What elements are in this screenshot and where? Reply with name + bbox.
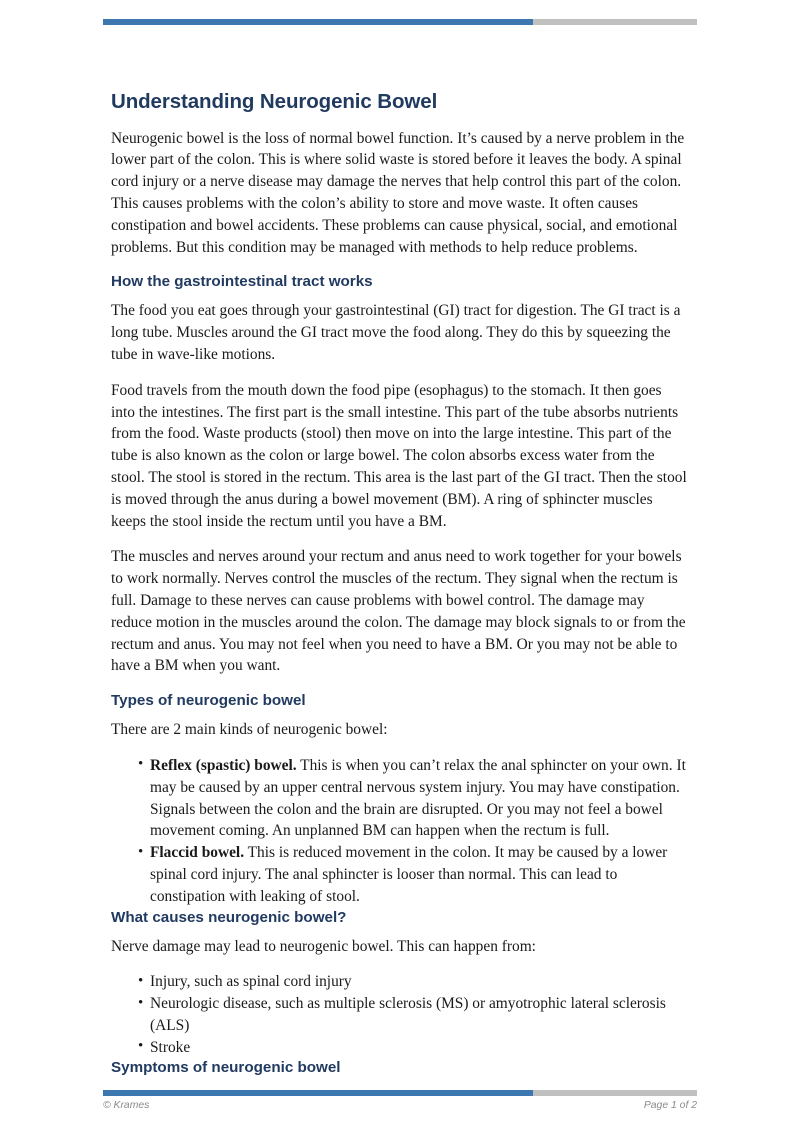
- list-item-text: This is reduced movement in the colon. It may be caused by a lower spinal cord injury. The anal sphincter is looser than normal. This can lead to constipation with leaking of stool.: [150, 844, 668, 905]
- footer-rule-blue-segment: [103, 1090, 533, 1096]
- list-item: [138, 842, 687, 907]
- gi-tract-paragraph-2: Food travels from the mouth down the food pipe (esophagus) to the stomach. It then goes into the intestines. The first part is the small intestine. This part of the tube absorbs nutrients from the food. Waste products (stool) then move on into the large intestine. This part of the tube is also known as the colon or large bowel. The colon absorbs excess water from the stool. The stool is stored in the rectum. This area is the last part of the GI tract. Then the stool is moved through the anus during a bowel movement (BM). A ring of sphincter muscles keeps the stool inside the rectum until you have a BM.: [111, 381, 687, 530]
- section-heading-causes: What causes neurogenic bowel?: [111, 908, 347, 926]
- page-footer: [103, 1100, 697, 1111]
- footer-copyright: © Krames: [103, 1100, 150, 1111]
- footer-rule-gray-segment: [533, 1090, 697, 1096]
- causes-bullet-list: [111, 971, 687, 1058]
- list-item-lead-in: Reflex (spastic) bowel.: [150, 756, 297, 774]
- document-content: [111, 90, 687, 1086]
- footer-rule-bar: [103, 1090, 697, 1096]
- list-item-lead-in: Flaccid bowel.: [150, 844, 245, 862]
- gi-tract-paragraph-1: The food you eat goes through your gastrointestinal (GI) tract for digestion. The GI tract is a long tube. Muscles around the GI tract move the food along. They do this by squeezing the tube in wave-like motions.: [111, 302, 681, 363]
- list-item: • Injury, such as spinal cord injury: [138, 971, 687, 993]
- types-bullet-list: [111, 755, 687, 908]
- page-title: Understanding Neurogenic Bowel: [111, 90, 438, 113]
- section-heading-symptoms: Symptoms of neurogenic bowel: [111, 1059, 341, 1077]
- header-rule-gray-segment: [533, 19, 697, 25]
- footer-page-number: Page 1 of 2: [643, 1100, 697, 1111]
- list-item: • Stroke: [138, 1037, 687, 1059]
- section-heading-types: Types of neurogenic bowel: [111, 692, 306, 710]
- header-rule-bar: [103, 19, 697, 25]
- list-item: [138, 755, 687, 842]
- list-item-text: This is when you can’t relax the anal sphincter on your own. It may be caused by an upper central nervous system injury. You may have constipation. Signals between the colon and the brain are disrupted. Or you may not feel a bowel movement coming. An unplanned BM can happen when the rectum is full.: [150, 756, 686, 840]
- types-intro-paragraph: There are 2 main kinds of neurogenic bowel:: [111, 721, 388, 739]
- section-heading-gi-tract: How the gastrointestinal tract works: [111, 273, 373, 291]
- list-item: • Neurologic disease, such as multiple sclerosis (MS) or amyotrophic lateral sclerosis (ALS): [138, 993, 687, 1037]
- causes-intro-paragraph: Nerve damage may lead to neurogenic bowel. This can happen from:: [111, 937, 536, 955]
- gi-tract-paragraph-3: The muscles and nerves around your rectum and anus need to work together for your bowels to work normally. Nerves control the muscles of the rectum. They signal when the rectum is full. Damage to these nerves can cause problems with bowel control. The damage may reduce motion in the muscles around the colon. The damage may block signals to or from the rectum and anus. You may not feel when you need to have a BM. Or you may not be able to have a BM when you want.: [111, 548, 686, 675]
- header-rule-blue-segment: [103, 19, 533, 25]
- intro-paragraph: Neurogenic bowel is the loss of normal bowel function. It’s caused by a nerve problem in the lower part of the colon. This is where solid waste is stored before it leaves the body. A spinal cord injury or a nerve disease may damage the nerves that help control this part of the colon. This causes problems with the colon’s ability to store and move waste. It often causes constipation and bowel accidents. These problems can cause physical, social, and emotional problems. But this condition may be managed with methods to help reduce problems.: [111, 129, 685, 256]
